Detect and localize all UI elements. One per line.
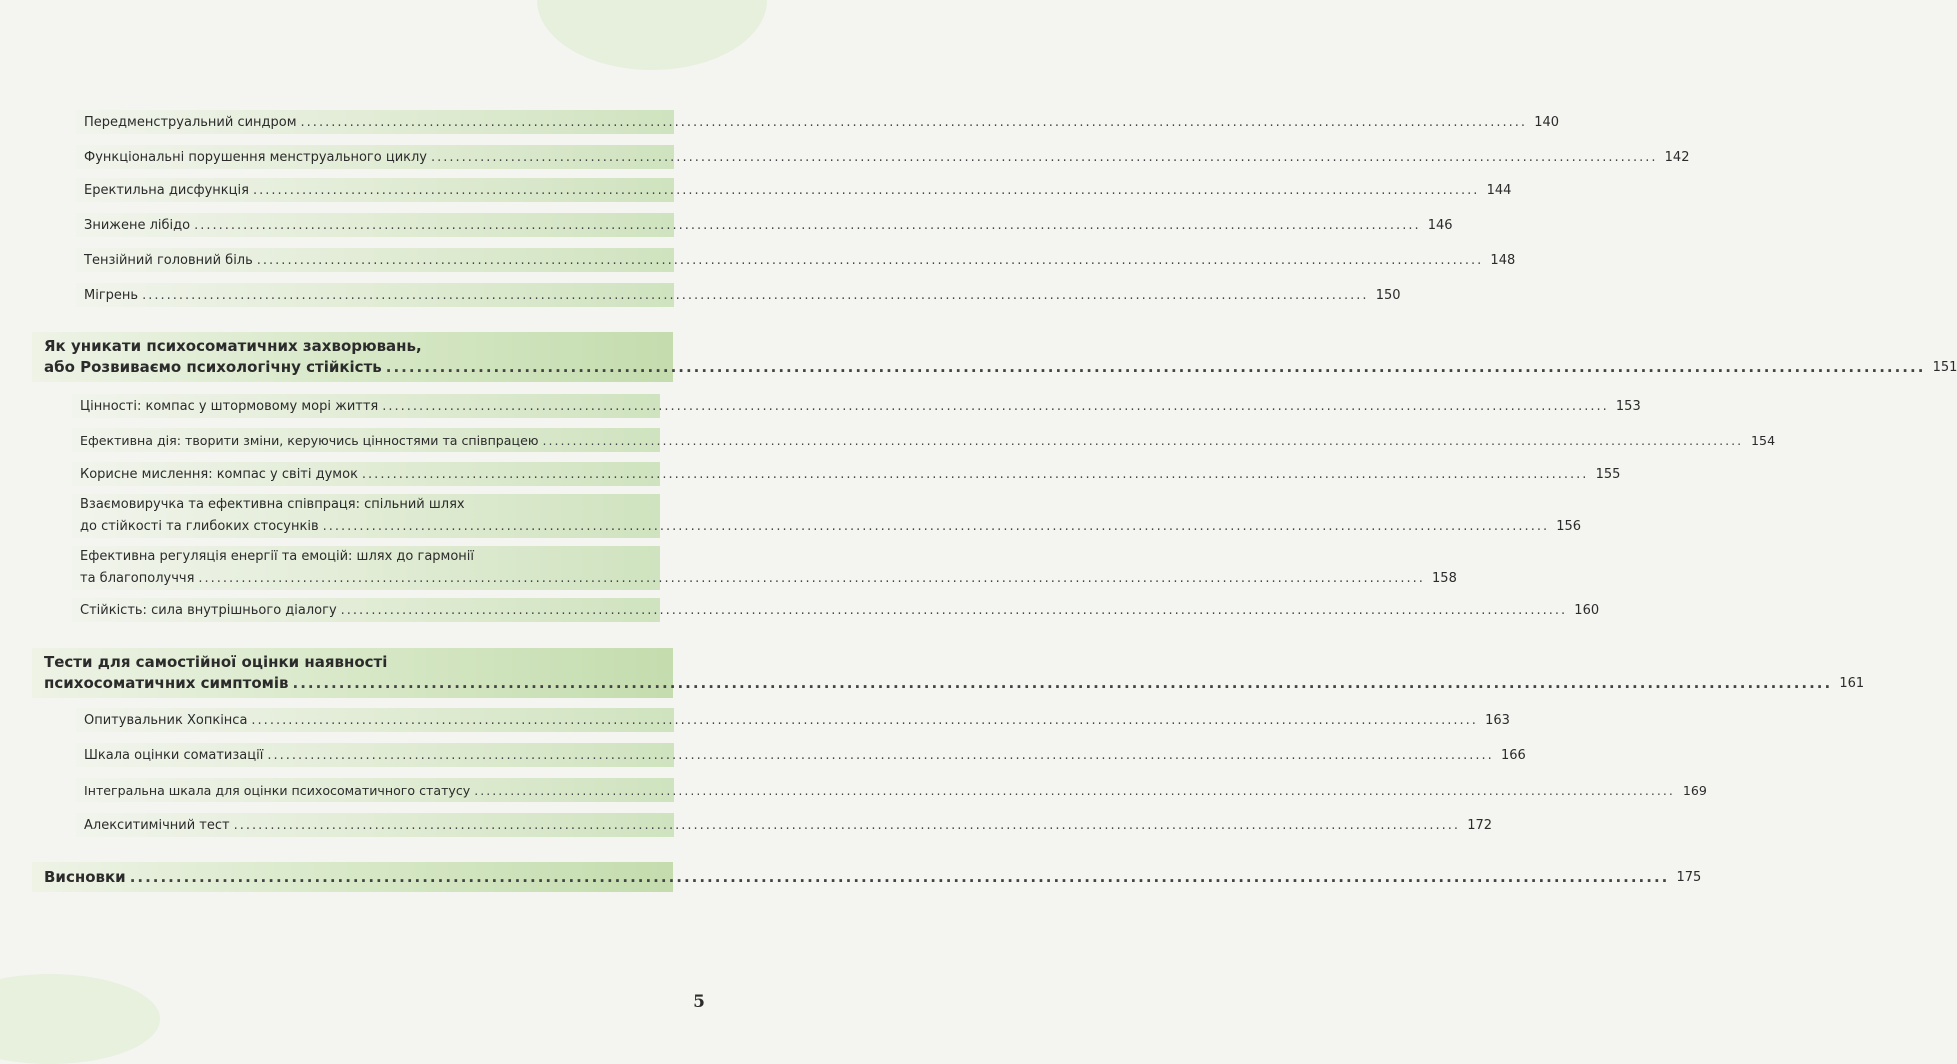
toc-entry-title: Передменструальний синдром (84, 115, 297, 130)
toc-entry-title: Цінності: компас у штормовому морі життя (80, 399, 379, 414)
toc-entry-title: Мігрень (84, 288, 139, 303)
page-number: 5 (693, 992, 705, 1012)
toc-entry[interactable] (76, 248, 1516, 272)
toc-entry[interactable] (72, 598, 1600, 622)
dot-leader: ........................................................................................................................................................................................................ (385, 358, 1926, 376)
toc-entry[interactable] (72, 428, 1776, 452)
toc-entry[interactable] (76, 778, 1707, 802)
toc-entry-title: Функціональні порушення менструального циклу (84, 150, 428, 165)
dot-leader: ........................................................................................................................................................................................................ (129, 868, 1670, 886)
decorative-blob-bottom (0, 974, 160, 1064)
toc-entry-page: 175 (1676, 870, 1702, 885)
toc-entry-page: 144 (1486, 183, 1512, 198)
toc-entry-page: 156 (1556, 519, 1582, 534)
dot-leader: ........................................................................................................................................................................................................ (431, 150, 1658, 165)
toc-entry-page: 166 (1500, 748, 1526, 763)
toc-entry-title: Шкала оцінки соматизації (84, 748, 264, 763)
toc-entry-page: 160 (1574, 603, 1600, 618)
toc-entry-title: Опитувальник Хопкінса (84, 713, 248, 728)
toc-entry-title: Інтегральна шкала для оцінки психосоматичного статусу (84, 783, 471, 798)
toc-entry-page: 151 (1932, 360, 1957, 375)
dot-leader: ........................................................................................................................................................................................................ (382, 399, 1609, 414)
toc-entry[interactable] (76, 813, 1493, 837)
toc-entry[interactable] (76, 145, 1690, 169)
section-title-line: Висновки (44, 868, 126, 886)
section-title-line: або Розвиваємо психологічну стійкість (44, 358, 382, 376)
toc-entry-title: Еректильна дисфункція (84, 183, 249, 198)
toc-entry-title: Тензійний головний біль (84, 253, 253, 268)
toc-entry[interactable] (72, 462, 1621, 486)
toc-entry-title: Взаємовиручка та ефективна співпраця: спільний шлях (80, 497, 465, 512)
toc-section-heading[interactable] (32, 862, 1702, 892)
dot-leader: ........................................................................................................................................................................................................ (300, 115, 1528, 130)
toc-entry[interactable] (76, 283, 1401, 307)
toc-entry-page: 153 (1615, 399, 1641, 414)
toc-entry[interactable] (72, 494, 1582, 538)
toc-entry[interactable] (76, 178, 1512, 202)
decorative-blob-top (537, 0, 767, 70)
toc-entry-title: Стійкість: сила внутрішнього діалогу (80, 603, 337, 618)
toc-entry[interactable] (72, 394, 1641, 418)
dot-leader: ........................................................................................................................................................................................................ (340, 603, 1568, 618)
toc-entry-title: та благополуччя (80, 571, 195, 586)
toc-entry-title: Ефективна регуляція енергії та емоцій: шлях до гармонії (80, 549, 475, 564)
toc-entry-title: Знижене лібідо (84, 218, 191, 233)
toc-entry-page: 172 (1467, 818, 1493, 833)
toc-entry[interactable] (76, 110, 1560, 134)
dot-leader: ........................................................................................................................................................................................................ (322, 519, 1550, 534)
section-title-line: психосоматичних симптомів (44, 674, 289, 692)
section-title-line: Тести для самостійної оцінки наявності (44, 653, 388, 671)
toc-entry-page: 142 (1664, 150, 1690, 165)
dot-leader: ........................................................................................................................................................................................................ (194, 218, 1421, 233)
dot-leader: ........................................................................................................................................................................................................ (251, 713, 1478, 728)
dot-leader: ........................................................................................................................................................................................................ (233, 818, 1461, 833)
toc-entry[interactable] (76, 743, 1526, 767)
toc-entry-page: 148 (1490, 253, 1516, 268)
dot-leader: ........................................................................................................................................................................................................ (252, 183, 1480, 198)
toc-entry[interactable] (76, 213, 1453, 237)
toc-entry[interactable] (72, 546, 1457, 590)
dot-leader: ........................................................................................................................................................................................................ (542, 433, 1744, 448)
toc-entry-page: 163 (1485, 713, 1510, 728)
toc-entry-page: 154 (1751, 433, 1776, 448)
toc-entry-page: 146 (1427, 218, 1453, 233)
section-title-line: Як уникати психосоматичних захворювань, (44, 337, 422, 355)
toc-section-heading[interactable] (32, 648, 1865, 698)
toc-entry-title: Алекситимічний тест (84, 818, 230, 833)
dot-leader: ........................................................................................................................................................................................................ (256, 253, 1484, 268)
toc-entry-page: 158 (1432, 571, 1457, 586)
toc-entry[interactable] (76, 708, 1510, 732)
dot-leader: ........................................................................................................................................................................................................ (292, 674, 1833, 692)
dot-leader: ........................................................................................................................................................................................................ (361, 467, 1589, 482)
toc-entry-title: Ефективна дія: творити зміни, керуючись цінностями та співпрацею (80, 433, 539, 448)
toc-entry-title: Корисне мислення: компас у світі думок (80, 467, 358, 482)
toc-section-heading[interactable] (32, 332, 1957, 382)
toc-entry-page: 161 (1839, 676, 1865, 691)
toc-entry-page: 140 (1534, 115, 1560, 130)
dot-leader: ........................................................................................................................................................................................................ (474, 783, 1675, 798)
toc-entry-page: 169 (1682, 783, 1707, 798)
dot-leader: ........................................................................................................................................................................................................ (267, 748, 1494, 763)
dot-leader: ........................................................................................................................................................................................................ (198, 571, 1425, 586)
toc-entry-page: 150 (1375, 288, 1401, 303)
dot-leader: ........................................................................................................................................................................................................ (142, 288, 1369, 303)
toc-entry-page: 155 (1595, 467, 1621, 482)
toc-entry-title: до стійкості та глибоких стосунків (80, 519, 319, 534)
